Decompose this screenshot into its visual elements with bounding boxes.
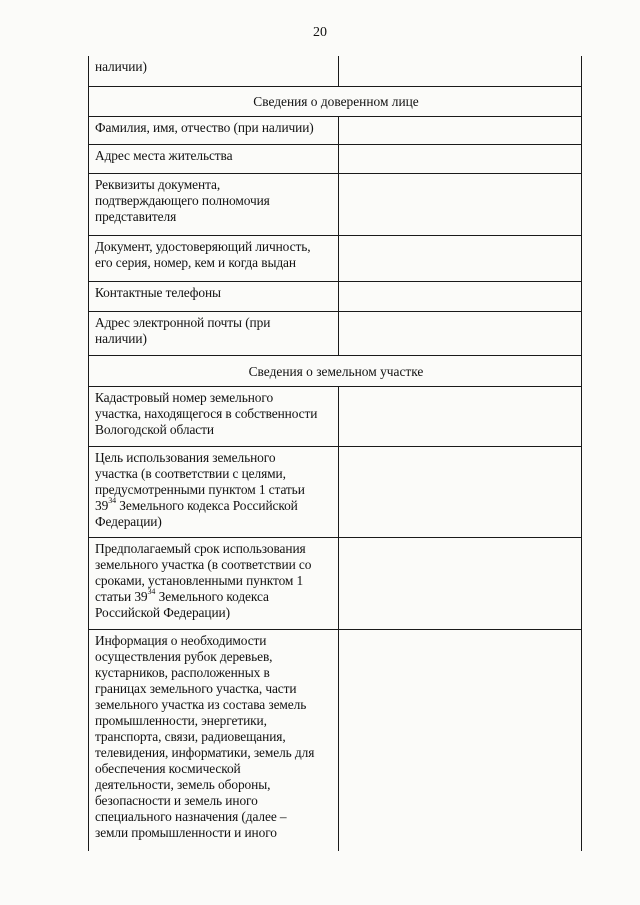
carryover-row [89, 56, 582, 86]
tree-felling-info-row [89, 629, 582, 851]
page-number: 20 [313, 25, 327, 40]
cadastral-number-field[interactable] [339, 386, 582, 446]
email-row [89, 311, 582, 355]
trustee-section-header: Сведения о доверенном лице [89, 86, 582, 116]
email-field[interactable] [339, 311, 582, 355]
usage-purpose-field[interactable] [339, 446, 582, 537]
usage-purpose-label-continuation: Земельного кодекса Российской Федерации) [95, 497, 298, 529]
trustee-full-name-field[interactable] [339, 116, 582, 144]
usage-purpose-label-text: Цель использования земельного участка (в соответствии с целями, предусмотренными пунктом 1 статьи 39 [95, 449, 305, 513]
usage-term-field[interactable] [339, 537, 582, 629]
trustee-section-header-row [89, 86, 582, 116]
identity-document-row [89, 235, 582, 281]
tree-felling-info-label: Информация о необходимости осуществления рубок деревьев, кустарников, расположенных в границах земельного участка, части земельного участка из состава земель промышленности, энергетики, транспорта, связи, радиовещания, телевидения, информатики, земель для обеспечения космической деятельности, земель обороны, безопасности и земель иного специального назначения (далее – земли промышленности и иного [89, 629, 339, 851]
article-superscript: 34 [147, 587, 156, 597]
contact-phones-row [89, 281, 582, 311]
carryover-value-field[interactable] [339, 56, 582, 86]
tree-felling-info-field[interactable] [339, 629, 582, 851]
authority-document-label: Реквизиты документа, подтверждающего полномочия представителя [89, 173, 339, 235]
identity-document-field[interactable] [339, 235, 582, 281]
usage-purpose-row [89, 446, 582, 537]
usage-term-label-continuation: Земельного кодекса Российской Федерации) [95, 588, 269, 620]
trustee-full-name-label: Фамилия, имя, отчество (при наличии) [89, 116, 339, 144]
authority-document-field[interactable] [339, 173, 582, 235]
land-section-header-row [89, 355, 582, 386]
carryover-label: наличии) [89, 56, 339, 86]
usage-term-label-text: Предполагаемый срок использования земельного участка (в соответствии со сроками, установленными пунктом 1 статьи 39 [95, 540, 312, 604]
cadastral-number-label: Кадастровый номер земельного участка, находящегося в собственности Вологодской области [89, 386, 339, 446]
identity-document-label: Документ, удостоверяющий личность, его серия, номер, кем и когда выдан [89, 235, 339, 281]
usage-term-label [89, 537, 339, 629]
contact-phones-field[interactable] [339, 281, 582, 311]
trustee-address-row [89, 144, 582, 173]
trustee-full-name-row [89, 116, 582, 144]
application-form-table [88, 56, 582, 851]
authority-document-row [89, 173, 582, 235]
article-superscript: 34 [108, 496, 117, 506]
email-label: Адрес электронной почты (при наличии) [89, 311, 339, 355]
contact-phones-label: Контактные телефоны [89, 281, 339, 311]
trustee-address-field[interactable] [339, 144, 582, 173]
land-section-header: Сведения о земельном участке [89, 355, 582, 386]
usage-term-row [89, 537, 582, 629]
cadastral-number-row [89, 386, 582, 446]
usage-purpose-label [89, 446, 339, 537]
trustee-address-label: Адрес места жительства [89, 144, 339, 173]
